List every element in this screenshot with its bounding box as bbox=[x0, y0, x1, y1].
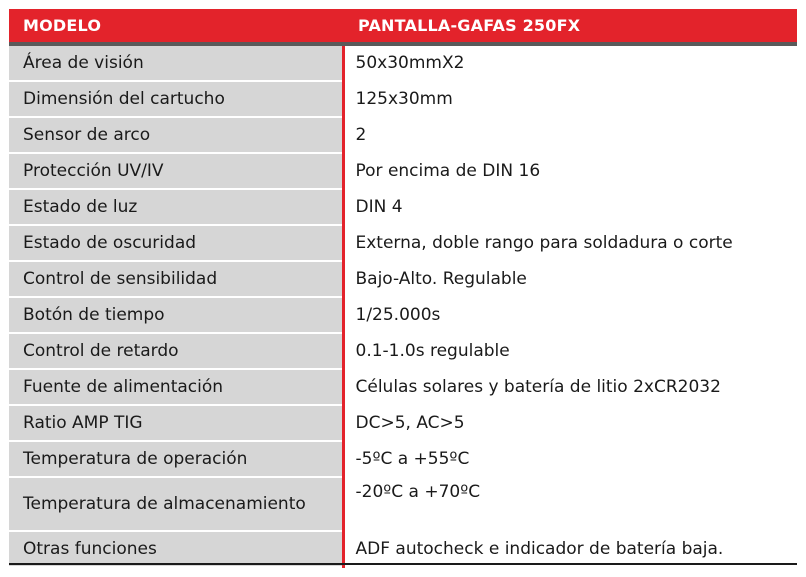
spec-label: Control de retardo bbox=[9, 333, 343, 369]
spec-label: Ratio AMP TIG bbox=[9, 405, 343, 441]
spec-value: ADF autocheck e indicador de batería baja. bbox=[343, 531, 797, 567]
table-row bbox=[9, 189, 797, 225]
spec-value: 0.1-1.0s regulable bbox=[343, 333, 797, 369]
spec-value: Bajo-Alto. Regulable bbox=[343, 261, 797, 297]
spec-label: Dimensión del cartucho bbox=[9, 81, 343, 117]
table-row bbox=[9, 225, 797, 261]
spec-label: Protección UV/IV bbox=[9, 153, 343, 189]
table-row bbox=[9, 153, 797, 189]
table-row bbox=[9, 441, 797, 477]
table-row bbox=[9, 531, 797, 567]
header-row bbox=[9, 9, 797, 44]
spec-value: 2 bbox=[343, 117, 797, 153]
spec-value: -5ºC a +55ºC bbox=[343, 441, 797, 477]
spec-value: DIN 4 bbox=[343, 189, 797, 225]
table-bottom-rule bbox=[9, 563, 797, 565]
table-row bbox=[9, 117, 797, 153]
spec-value: 50x30mmX2 bbox=[343, 44, 797, 81]
table-row bbox=[9, 297, 797, 333]
model-value: PANTALLA-GAFAS 250FX bbox=[343, 9, 797, 44]
spec-value: DC>5, AC>5 bbox=[343, 405, 797, 441]
spec-table bbox=[9, 9, 797, 568]
table-row bbox=[9, 333, 797, 369]
table-row bbox=[9, 477, 797, 531]
spec-label: Sensor de arco bbox=[9, 117, 343, 153]
table-row bbox=[9, 405, 797, 441]
spec-value: -20ºC a +70ºC bbox=[343, 477, 797, 531]
spec-label: Estado de luz bbox=[9, 189, 343, 225]
spec-label: Temperatura de operación bbox=[9, 441, 343, 477]
spec-label: Fuente de alimentación bbox=[9, 369, 343, 405]
spec-label: Área de visión bbox=[9, 44, 343, 81]
table-row bbox=[9, 44, 797, 81]
spec-value: Por encima de DIN 16 bbox=[343, 153, 797, 189]
spec-value: Células solares y batería de litio 2xCR2032 bbox=[343, 369, 797, 405]
spec-label: Control de sensibilidad bbox=[9, 261, 343, 297]
table-row bbox=[9, 369, 797, 405]
spec-label: Botón de tiempo bbox=[9, 297, 343, 333]
spec-label: Estado de oscuridad bbox=[9, 225, 343, 261]
spec-value: Externa, doble rango para soldadura o corte bbox=[343, 225, 797, 261]
table-row bbox=[9, 81, 797, 117]
spec-label: Temperatura de almacenamiento bbox=[9, 477, 343, 531]
table-row bbox=[9, 261, 797, 297]
spec-value: 1/25.000s bbox=[343, 297, 797, 333]
model-label: MODELO bbox=[9, 9, 343, 44]
spec-label: Otras funciones bbox=[9, 531, 343, 567]
spec-value: 125x30mm bbox=[343, 81, 797, 117]
